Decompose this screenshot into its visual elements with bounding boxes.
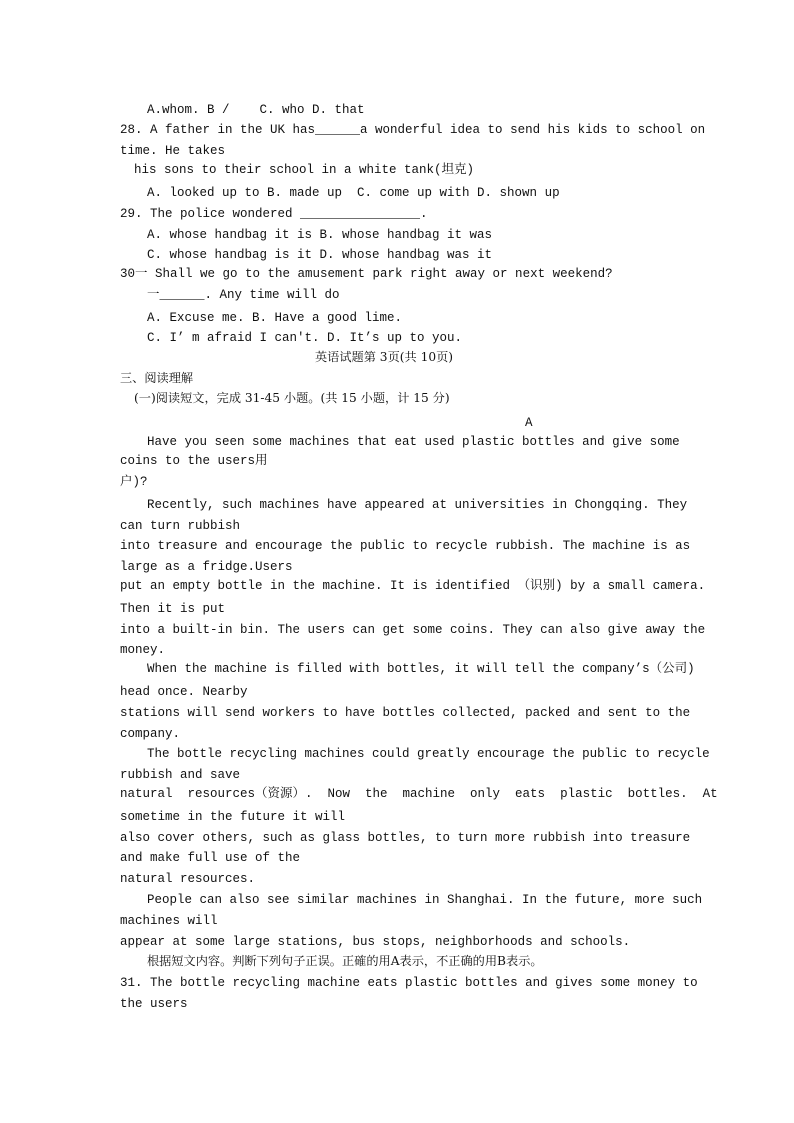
q31-stem-line-1: 31. The bottle recycling machine eats plastic bottles and gives some money to: [120, 976, 698, 990]
passage-line: and make full use of the: [120, 851, 301, 865]
passage-line: into treasure and encourage the public to recycle rubbish. The machine is as: [120, 539, 691, 553]
passage-line: appear at some large stations, bus stops, neighborhoods and schools.: [120, 935, 631, 949]
passage-line: When the machine is filled with bottles, it will tell the company’s（公司): [147, 662, 695, 676]
passage-line: People can also see similar machines in Shanghai. In the future, more such: [147, 893, 703, 907]
instructions: 根据短文内容。判断下列句子正误。正確的用A表示，不正确的用B表示。: [147, 954, 543, 968]
passage-line: natural resources（资源）. Now the machine only eats plastic bottles. At: [120, 787, 718, 801]
passage-label: A: [525, 416, 533, 430]
passage-line: machines will: [120, 914, 218, 928]
q30-stem: 30一 Shall we go to the amusement park right away or next weekend?: [120, 267, 613, 281]
passage-line: head once. Nearby: [120, 685, 248, 699]
q31-stem-line-2: the users: [120, 997, 188, 1011]
passage-line: stations will send workers to have bottles collected, packed and sent to the: [120, 706, 691, 720]
q28-stem-line-2: time. He takes: [120, 144, 226, 158]
page-footer: 英语试题第 3页(共 10页): [315, 350, 454, 364]
q30-options-line-1: A. Excuse me. B. Have a good lime.: [147, 311, 403, 325]
passage-line: company.: [120, 727, 181, 741]
q28-stem-line-1: 28. A father in the UK has______a wonderful idea to send his kids to school on: [120, 123, 706, 137]
passage-line: natural resources.: [120, 872, 256, 886]
q30-reply: 一______. Any time will do: [147, 288, 340, 302]
q29-stem: 29. The police wondered ________________.: [120, 207, 428, 221]
passage-line: Recently, such machines have appeared at universities in Chongqing. They: [147, 498, 688, 512]
passage-line: can turn rubbish: [120, 519, 241, 533]
q28-stem-line-3: his sons to their school in a white tank(坦克): [134, 163, 475, 177]
subsection-title: (一)阅读短文，完成 31-45 小题。(共 15 小题，计 15 分): [134, 391, 450, 405]
passage-line: large as a fridge.Users: [120, 560, 293, 574]
passage-line: put an empty bottle in the machine. It is identified （识别) by a small camera.: [120, 579, 706, 593]
passage-line: into a built-in bin. The users can get some coins. They can also give away the: [120, 623, 706, 637]
passage-line: coins to the users用: [120, 454, 268, 468]
passage-line: Then it is put: [120, 602, 226, 616]
passage-line: money.: [120, 643, 166, 657]
passage-line: Have you seen some machines that eat used plastic bottles and give some: [147, 435, 680, 449]
section-title: 三、阅读理解: [120, 371, 194, 385]
passage-line: The bottle recycling machines could greatly encourage the public to recycle: [147, 747, 710, 761]
q30-options-line-2: C. I’ m afraid I can't. D. It’s up to you.: [147, 331, 463, 345]
passage-line: sometime in the future it will: [120, 810, 346, 824]
passage-line: 户)?: [120, 475, 148, 489]
q29-options-line-2: C. whose handbag is it D. whose handbag was it: [147, 248, 493, 262]
q29-options-line-1: A. whose handbag it is B. whose handbag it was: [147, 228, 493, 242]
passage-line: also cover others, such as glass bottles, to turn more rubbish into treasure: [120, 831, 691, 845]
passage-line: rubbish and save: [120, 768, 241, 782]
q27-options: A.whom. B / C. who D. that: [147, 103, 365, 117]
q28-options: A. looked up to B. made up C. come up with D. shown up: [147, 186, 560, 200]
